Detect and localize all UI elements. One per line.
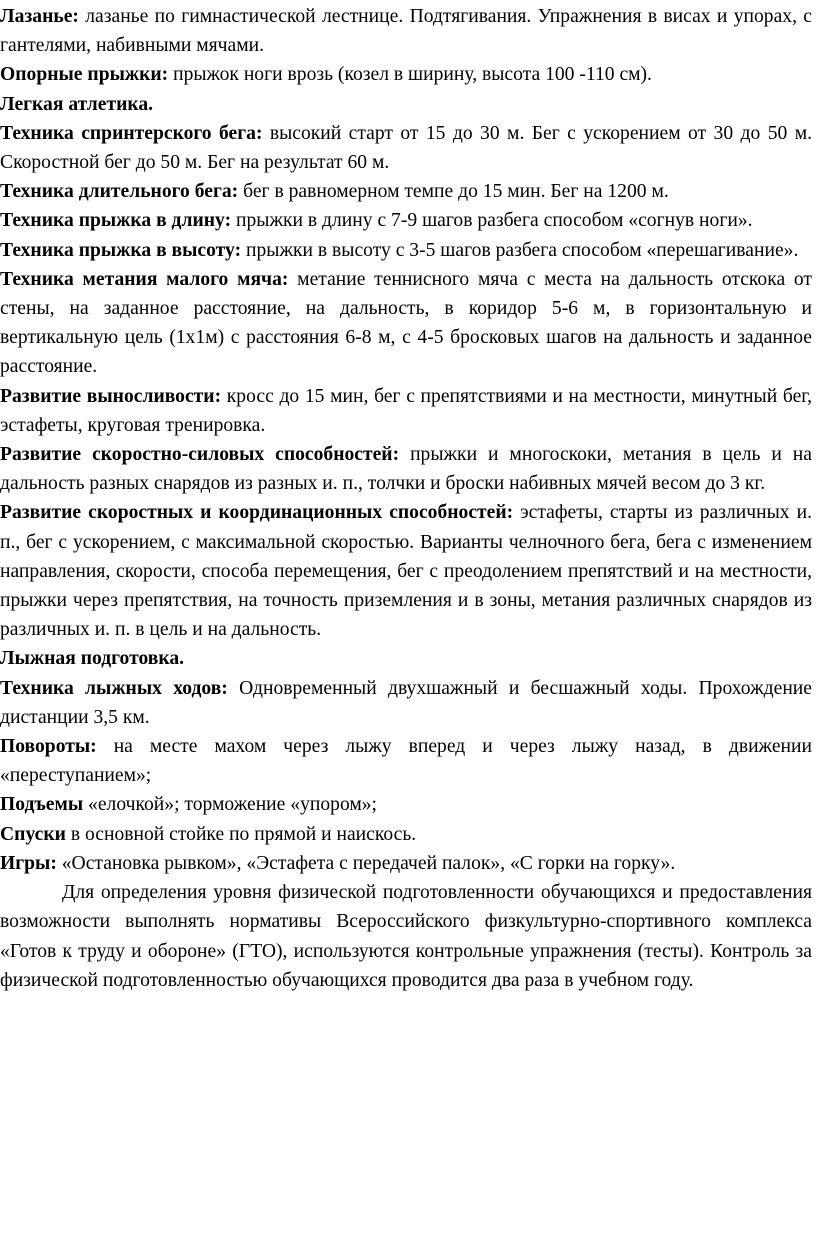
paragraph-speed-strength xyxy=(0,440,812,498)
paragraph-ball-throw xyxy=(0,265,812,382)
term-text: в основной стойке по прямой и наискось. xyxy=(65,823,417,845)
paragraph-vaulting xyxy=(0,60,812,89)
section-heading-skiing: Лыжная подготовка. xyxy=(0,648,185,670)
term-label: Техника длительного бега: xyxy=(0,181,239,203)
term-label: Опорные прыжки: xyxy=(0,64,169,86)
term-text: кросс до 15 мин, бег с препятствиями и на местности, минутный бег, эстафеты, круговая тренировка. xyxy=(0,385,812,436)
term-label: Техника метания малого мяча: xyxy=(0,268,289,290)
term-text: эстафеты, старты из различных и. п., бег с ускорением, с максимальной скоростью. Варианты челночного бега, бега с изменением направления, скорости, способа перемещения, бег с преодолением препятствий и на местности, прыжки через препятствия, на точность приземления и в зоны, метания различных снарядов из различных и. п. в цель и на дальность. xyxy=(0,502,812,641)
term-text: прыжок ноги врозь (козел в ширину, высота 100 -110 см). xyxy=(168,64,652,86)
term-label: Лазанье: xyxy=(0,6,79,27)
term-text: прыжки в длину с 7-9 шагов разбега способом «согнув ноги». xyxy=(231,210,753,232)
paragraph-gto-control: Для определения уровня физической подготовленности обучающихся и предоставления возможности выполнять нормативы Всероссийского физкультурно-спортивного комплекса «Готов к труду и обороне» (ГТО), используются контрольные упражнения (тесты). Контроль за физической подготовленностью обучающихся проводится два раза в учебном году. xyxy=(0,882,812,991)
term-label: Развитие выносливости: xyxy=(0,385,222,407)
paragraph-sprint xyxy=(0,119,812,177)
term-text: метание теннисного мяча с места на дальность отскока от стены, на заданное расстояние, на дальность, в коридор 5-6 м, в горизонтальную и вертикальную цель (1х1м) с расстояния 6-8 м, с 4-5 бросковых шагов на дальность и заданное расстояние. xyxy=(0,268,812,378)
section-heading-athletics: Легкая атлетика. xyxy=(0,93,154,115)
paragraph-games xyxy=(0,849,812,878)
term-label: Игры: xyxy=(0,852,57,874)
term-label: Техника спринтерского бега: xyxy=(0,122,263,144)
term-label: Техника прыжка в длину: xyxy=(0,210,232,232)
paragraph-descents xyxy=(0,820,812,849)
paragraph-endurance xyxy=(0,382,812,440)
term-text: «елочкой»; торможение «упором»; xyxy=(83,794,378,816)
paragraph-ascents xyxy=(0,790,812,819)
term-label: Спуски xyxy=(0,823,66,845)
term-label: Развитие скоростно-силовых способностей: xyxy=(0,444,400,466)
term-label: Повороты: xyxy=(0,736,97,758)
term-text: «Остановка рывком», «Эстафета с передачей палок», «С горки на горку». xyxy=(56,852,676,874)
paragraph-long-jump xyxy=(0,206,812,235)
paragraph-turns xyxy=(0,732,812,790)
term-label: Подъемы xyxy=(0,794,84,816)
term-text: прыжки и многоскоки, метания в цель и на дальность разных снарядов из разных и. п., толчки и броски набивных мячей весом до 3 кг. xyxy=(0,444,812,495)
paragraph-coordination xyxy=(0,498,812,644)
term-text: высокий старт от 15 до 30 м. Бег с ускорением от 30 до 50 м. Скоростной бег до 50 м. Бег на результат 60 м. xyxy=(0,122,812,174)
term-text: прыжки в высоту с 3-5 шагов разбега способом «перешагивание». xyxy=(241,239,799,261)
term-text: лазанье по гимнастической лестнице. Подтягивания. Упражнения в висах и упорах, с гантелями, набивными мячами. xyxy=(0,6,812,57)
term-text: Одновременный двухшажный и бесшажный ходы. Прохождение дистанции 3,5 км. xyxy=(0,677,812,728)
paragraph-high-jump xyxy=(0,236,812,265)
paragraph-ski-technique xyxy=(0,674,812,732)
paragraph-climbing xyxy=(0,2,812,60)
term-label: Развитие скоростных и координационных способностей: xyxy=(0,502,514,524)
term-text: на месте махом через лыжу вперед и через лыжу назад, в движении «переступанием»; xyxy=(0,736,812,787)
term-text: бег в равномерном темпе до 15 мин. Бег на 1200 м. xyxy=(238,181,669,203)
term-label: Техника лыжных ходов: xyxy=(0,677,228,699)
paragraph-long-run xyxy=(0,177,812,206)
term-label: Техника прыжка в высоту: xyxy=(0,239,242,261)
